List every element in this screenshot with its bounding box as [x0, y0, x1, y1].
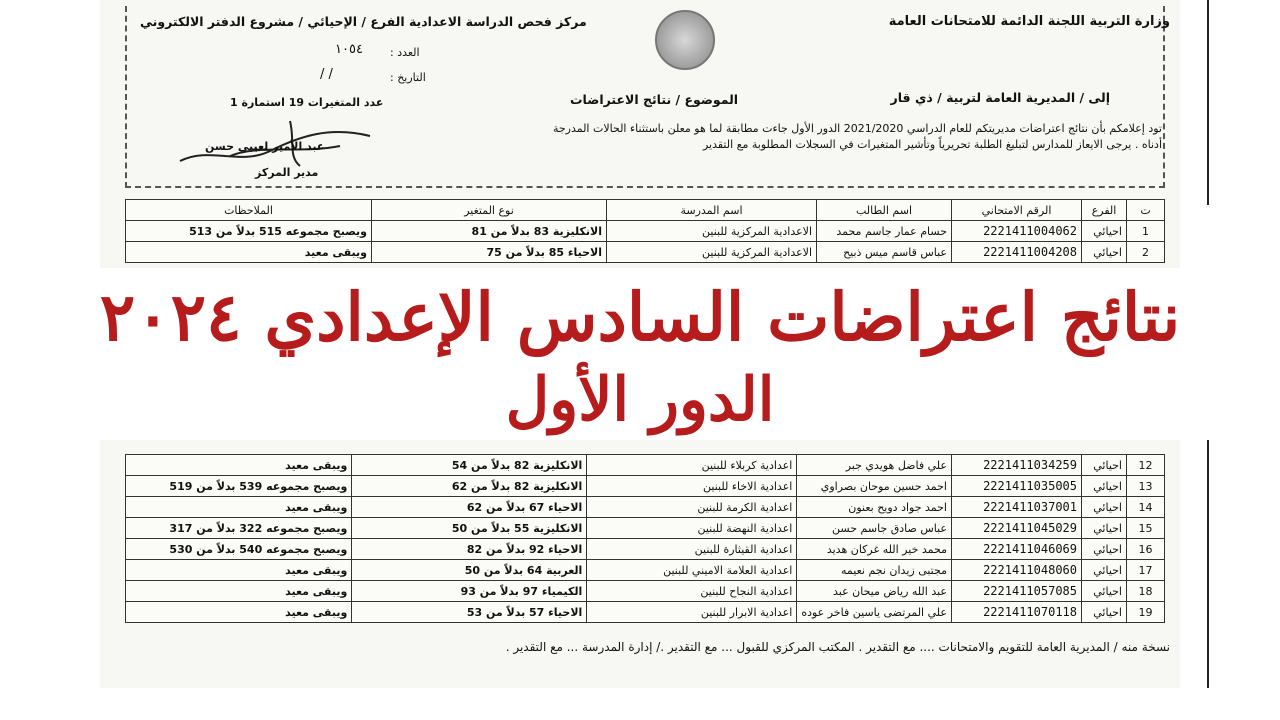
row-change-type: الانكليزية 82 بدلاً من 54	[352, 455, 587, 476]
row-exam-id: 2221411046069	[952, 539, 1082, 560]
row-notes: ويبقى معيد	[126, 242, 372, 263]
row-index: 2	[1127, 242, 1165, 263]
row-notes: ويبقى معيد	[126, 581, 352, 602]
row-branch: احيائي	[1082, 497, 1127, 518]
row-branch: احيائي	[1082, 539, 1127, 560]
row-change-type: العربية 64 بدلاً من 50	[352, 560, 587, 581]
signer-name: عبد الأمير لعيبي حسن	[205, 140, 325, 153]
table-row	[126, 242, 1165, 263]
row-exam-id: 2221411037001	[952, 497, 1082, 518]
col-exam-id-header: الرقم الامتحاني	[952, 200, 1082, 221]
date-value: / /	[320, 67, 333, 82]
ministry-seal-icon	[655, 10, 715, 70]
variables-count: عدد المتغيرات 19 استمارة 1	[230, 96, 384, 109]
overlay-title-line2: الدور الأول	[505, 365, 775, 435]
row-branch: احيائي	[1082, 602, 1127, 623]
row-school: اعدادية القيثارة للبنين	[587, 539, 797, 560]
table-row	[126, 539, 1165, 560]
col-school-header: اسم المدرسة	[607, 200, 817, 221]
row-notes: ويصبح مجموعه 539 بدلاً من 519	[126, 476, 352, 497]
row-student-name: عبد الله رياض ميحان عبد	[797, 581, 952, 602]
row-index: 12	[1127, 455, 1165, 476]
row-branch: احيائي	[1082, 242, 1127, 263]
table-header-row	[126, 200, 1165, 221]
row-exam-id: 2221411034259	[952, 455, 1082, 476]
row-notes: ويبقى معيد	[126, 560, 352, 581]
number-value: ١٠٥٤	[335, 42, 363, 57]
row-change-type: الانكليزية 55 بدلاً من 50	[352, 518, 587, 539]
row-index: 16	[1127, 539, 1165, 560]
col-change-type-header: نوع المتغير	[372, 200, 607, 221]
table-row	[126, 602, 1165, 623]
row-student-name: علي المرتضى ياسين فاخر عوده	[797, 602, 952, 623]
overlay-title-line1: نتائج اعتراضات السادس الإعدادي ٢٠٢٤	[99, 278, 1181, 356]
row-school: اعدادية النهضة للبنين	[587, 518, 797, 539]
row-school: اعدادية النجاح للبنين	[587, 581, 797, 602]
row-branch: احيائي	[1082, 581, 1127, 602]
row-student-name: علي فاضل هويدي جبر	[797, 455, 952, 476]
table-row	[126, 476, 1165, 497]
row-school: اعدادية العلامة الاميني للبنين	[587, 560, 797, 581]
table-row	[126, 518, 1165, 539]
footer-copy-to: نسخة منه / المديرية العامة للتقويم والامتحانات .... مع التقدير . المكتب المركزي للقبول ... مع التقدير ./ إدارة المدرسة ... مع التقدير .	[505, 640, 1170, 654]
row-index: 17	[1127, 560, 1165, 581]
row-notes: ويصبح مجموعه 515 بدلاً من 513	[126, 221, 372, 242]
row-index: 19	[1127, 602, 1165, 623]
row-index: 1	[1127, 221, 1165, 242]
row-notes: ويصبح مجموعه 322 بدلاً من 317	[126, 518, 352, 539]
row-branch: احيائي	[1082, 560, 1127, 581]
row-exam-id: 2221411057085	[952, 581, 1082, 602]
row-change-type: الاحياء 57 بدلاً من 53	[352, 602, 587, 623]
row-exam-id: 2221411004208	[952, 242, 1082, 263]
row-exam-id: 2221411004062	[952, 221, 1082, 242]
signer-title: مدير المركز	[255, 166, 319, 179]
row-exam-id: 2221411048060	[952, 560, 1082, 581]
row-student-name: عباس قاسم ميس ذبيح	[817, 242, 952, 263]
row-school: اعدادية الابرار للبنين	[587, 602, 797, 623]
row-branch: احيائي	[1082, 518, 1127, 539]
recipient-line: إلى / المديرية العامة لتربية / ذي قار	[890, 90, 1110, 105]
table-row	[126, 221, 1165, 242]
number-label: العدد :	[390, 46, 420, 59]
row-branch: احيائي	[1082, 221, 1127, 242]
table-row	[126, 497, 1165, 518]
row-school: الاعدادية المركزية للبنين	[607, 221, 817, 242]
row-index: 14	[1127, 497, 1165, 518]
table-row	[126, 560, 1165, 581]
center-header: مركز فحص الدراسة الاعدادية الفرع / الإحيائي / مشروع الدفتر الالكتروني	[140, 14, 587, 29]
row-index: 18	[1127, 581, 1165, 602]
results-table-bottom	[125, 454, 1165, 623]
row-school: اعدادية الاخاء للبنين	[587, 476, 797, 497]
row-branch: احيائي	[1082, 455, 1127, 476]
row-student-name: احمد حسين موحان بصراوي	[797, 476, 952, 497]
row-change-type: الاحياء 85 بدلاً من 75	[372, 242, 607, 263]
page-edge-line	[1207, 0, 1209, 205]
col-student-header: اسم الطالب	[817, 200, 952, 221]
row-change-type: الانكليزية 82 بدلاً من 62	[352, 476, 587, 497]
row-notes: ويبقى معيد	[126, 602, 352, 623]
results-table-top	[125, 199, 1165, 263]
row-change-type: الاحياء 92 بدلاً من 82	[352, 539, 587, 560]
ministry-header: وزارة التربية اللجنة الدائمة للامتحانات العامة	[888, 14, 1170, 29]
row-index: 15	[1127, 518, 1165, 539]
row-exam-id: 2221411070118	[952, 602, 1082, 623]
row-exam-id: 2221411045029	[952, 518, 1082, 539]
row-school: الاعدادية المركزية للبنين	[607, 242, 817, 263]
table-row	[126, 455, 1165, 476]
col-notes-header: الملاحظات	[126, 200, 372, 221]
row-index: 13	[1127, 476, 1165, 497]
row-student-name: مجتبى زيدان نجم نعيمه	[797, 560, 952, 581]
row-notes: ويبقى معيد	[126, 455, 352, 476]
row-school: اعدادية كربلاء للبنين	[587, 455, 797, 476]
row-notes: ويبقى معيد	[126, 497, 352, 518]
row-change-type: الكيمياء 97 بدلاً من 93	[352, 581, 587, 602]
row-branch: احيائي	[1082, 476, 1127, 497]
row-student-name: احمد جواد دويح بعنون	[797, 497, 952, 518]
row-student-name: حسام عمار جاسم محمد	[817, 221, 952, 242]
col-branch-header: الفرع	[1082, 200, 1127, 221]
letter-body-line1: تود إعلامكم بأن نتائج اعتراضات مديريتكم للعام الدراسي 2021/2020 الدور الأول جاءت مطابقة لما هو معلن باستثناء الحالات المدرجة	[552, 122, 1162, 135]
row-student-name: محمد خير الله غركان هديد	[797, 539, 952, 560]
table-row	[126, 581, 1165, 602]
row-exam-id: 2221411035005	[952, 476, 1082, 497]
subject-line: الموضوع / نتائج الاعتراضات	[570, 92, 739, 107]
row-change-type: الانكليزية 83 بدلاً من 81	[372, 221, 607, 242]
letter-body-line2: أدناه . يرجى الايعاز للمدارس لتبليغ الطلبة تحريرياً وتأشير المتغيرات في السجلات المطلوبة مع التقدير	[702, 138, 1162, 151]
row-notes: ويصبح مجموعه 540 بدلاً من 530	[126, 539, 352, 560]
row-school: اعدادية الكرمة للبنين	[587, 497, 797, 518]
page-edge-line-bottom	[1207, 440, 1209, 688]
row-student-name: عباس صادق جاسم حسن	[797, 518, 952, 539]
date-label: التاريخ :	[390, 71, 426, 84]
col-index-header: ت	[1127, 200, 1165, 221]
row-change-type: الاحياء 67 بدلاً من 62	[352, 497, 587, 518]
